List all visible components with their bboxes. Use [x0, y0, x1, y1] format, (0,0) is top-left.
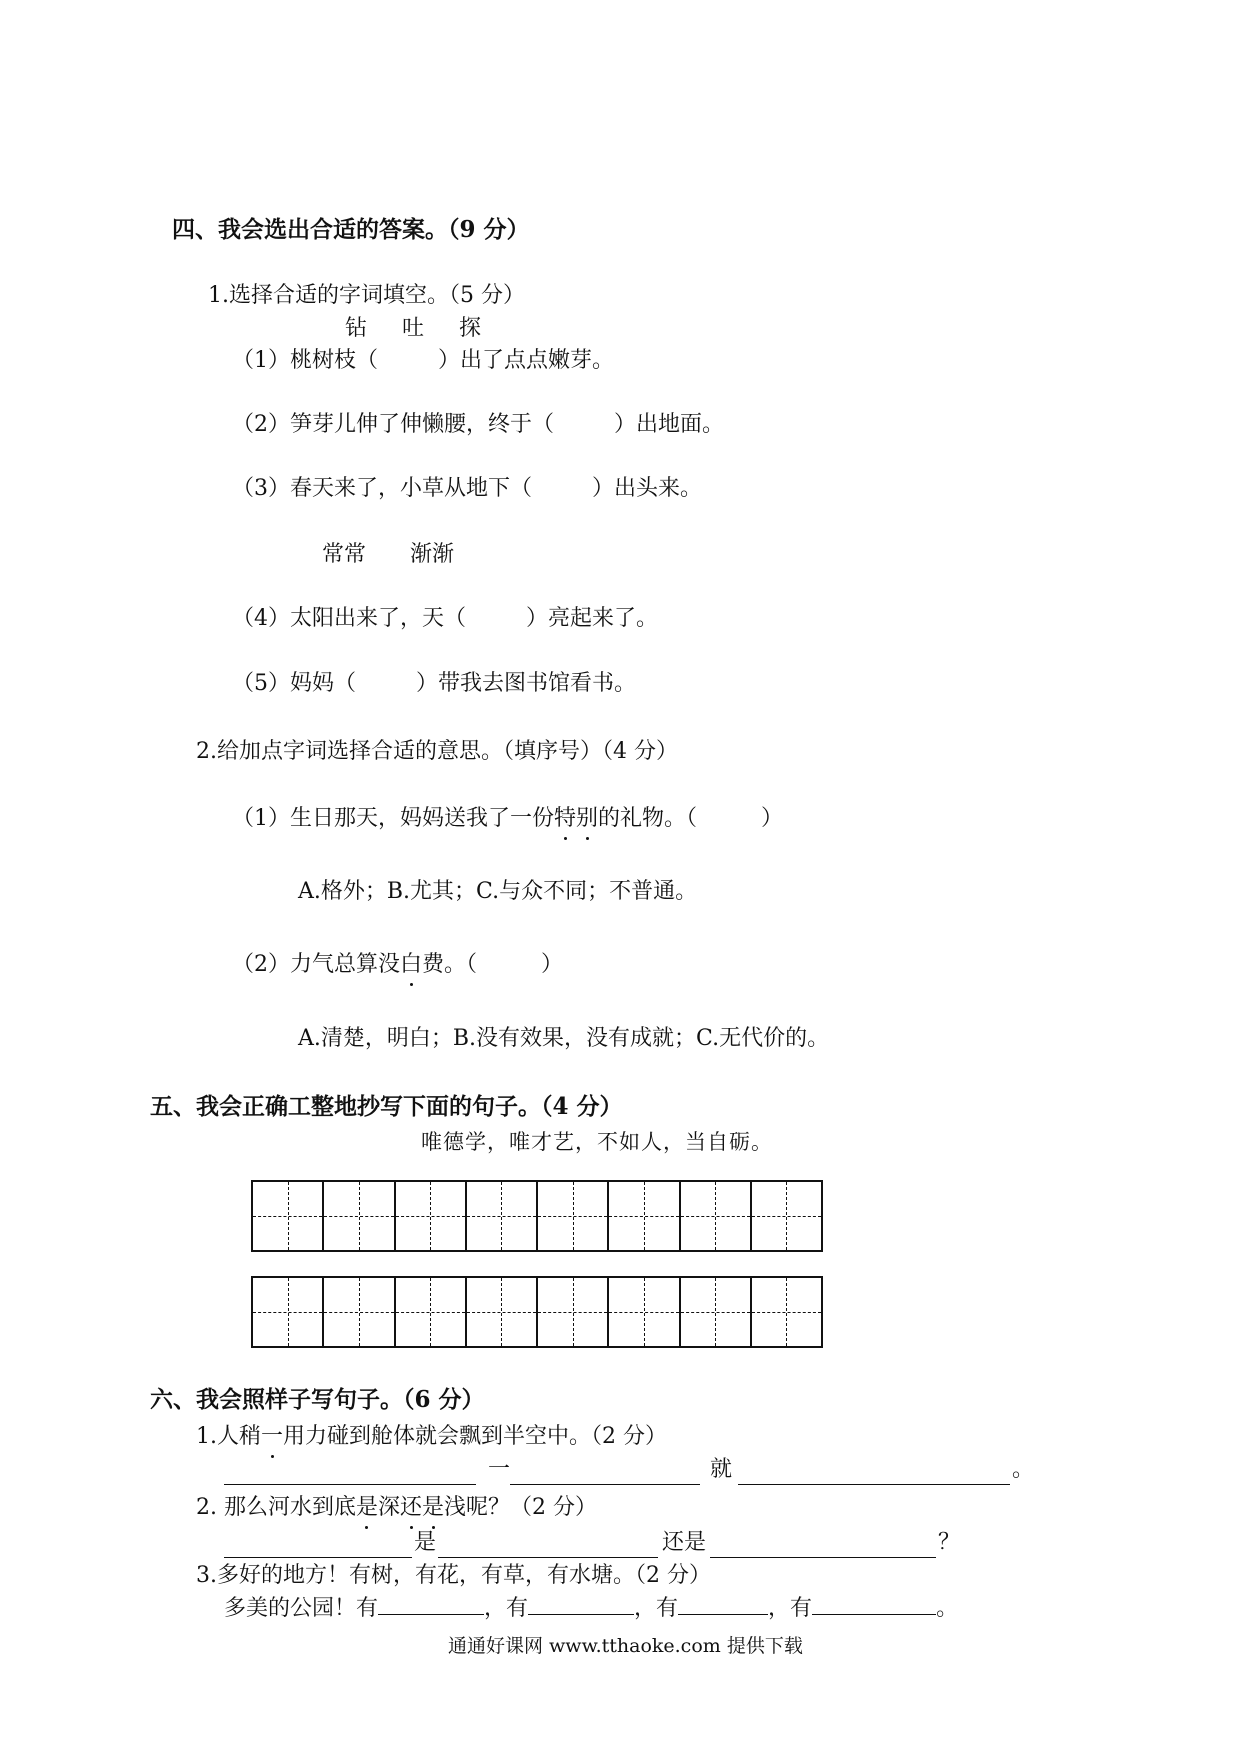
pattern-1-word-2: 就 [710, 1457, 733, 1482]
footer-source: 通通好课网 www.tthaoke.com 提供下载 [448, 1635, 803, 1657]
writing-cell[interactable] [467, 1182, 538, 1250]
dotted-char: 一 [261, 1424, 284, 1449]
writing-cell[interactable] [681, 1278, 752, 1346]
pattern-3-sep: ，有 [634, 1596, 679, 1621]
dotted-char: 是 [422, 1495, 445, 1520]
writing-grid-row-1[interactable] [251, 1180, 823, 1252]
section-5-heading: 五、我会正确工整地抄写下面的句子。（4 分） [150, 1093, 623, 1120]
writing-cell[interactable] [253, 1182, 324, 1250]
item-1-after: ）出了点点嫩芽。 [438, 348, 615, 373]
item-2-before: （2）笋芽儿伸了伸懒腰，终于（ [232, 412, 554, 437]
writing-cell[interactable] [538, 1182, 609, 1250]
pattern-3-title: 3.多好的地方！有树，有花，有草，有水塘。（2 分） [196, 1563, 711, 1588]
answer-line[interactable] [812, 1594, 936, 1615]
answer-line[interactable] [224, 1557, 412, 1558]
answer-line[interactable] [678, 1594, 768, 1615]
pattern-2-after: 浅呢？（2 分） [444, 1495, 598, 1520]
writing-cell[interactable] [467, 1278, 538, 1346]
writing-cell[interactable] [253, 1278, 324, 1346]
dotted-char: 别 [576, 806, 599, 831]
answer-line[interactable] [224, 1484, 476, 1485]
close-paren: ） [541, 952, 564, 977]
dotted-char: 特 [554, 806, 577, 831]
writing-cell[interactable] [324, 1278, 395, 1346]
meaning-item-1-options: A.格外；B.尤其；C.与众不同；不普通。 [298, 879, 698, 904]
model-sentence: 唯德学，唯才艺，不如人，当自砺。 [421, 1130, 773, 1154]
item-5 [232, 670, 636, 698]
answer-line[interactable] [378, 1594, 484, 1615]
answer-line[interactable] [710, 1557, 936, 1558]
item-2-after: ）出地面。 [614, 412, 725, 437]
item-5-before: （5）妈妈（ [232, 671, 356, 696]
answer-line[interactable] [438, 1557, 658, 1558]
section-6-heading: 六、我会照样子写句子。（6 分） [150, 1386, 485, 1413]
writing-cell[interactable] [752, 1278, 821, 1346]
word-options-b: 常常 渐渐 [322, 542, 455, 567]
dotted-char: 还 [400, 1495, 423, 1520]
meaning-item-2-options: A.清楚，明白；B.没有效果，没有成就；C.无代价的。 [298, 1026, 830, 1051]
pattern-1-word-1: 一 [488, 1457, 511, 1482]
writing-grid-row-2[interactable] [251, 1276, 823, 1348]
answer-line[interactable] [510, 1484, 700, 1485]
meaning-item-1 [232, 805, 783, 833]
item-3-after: ）出头来。 [592, 476, 703, 501]
writing-cell[interactable] [609, 1278, 680, 1346]
item-4 [232, 605, 658, 633]
pattern-1-end: 。 [1012, 1457, 1035, 1482]
writing-cell[interactable] [538, 1278, 609, 1346]
section-4-heading: 四、我会选出合适的答案。（9 分） [172, 216, 530, 243]
item-1-before: （1）桃树枝（ [232, 348, 378, 373]
item-4-before: （4）太阳出来了，天（ [232, 606, 466, 631]
pattern-2-end: ？ [938, 1530, 961, 1555]
meaning-item-1-before: （1）生日那天，妈妈送我了一份 [232, 806, 554, 831]
pattern-3-sep: ，有 [484, 1596, 529, 1621]
answer-line[interactable] [528, 1594, 634, 1615]
meaning-item-2-before: （2）力气总算没 [232, 952, 400, 977]
dotted-char: 白 [400, 952, 423, 977]
writing-cell[interactable] [752, 1182, 821, 1250]
item-5-after: ）带我去图书馆看书。 [416, 671, 637, 696]
writing-cell[interactable] [324, 1182, 395, 1250]
pattern-1-after: 用力碰到舱体就会飘到半空中。（2 分） [283, 1424, 668, 1449]
meaning-item-1-after: 的礼物。（ [598, 806, 698, 831]
pattern-3-end: 。 [936, 1596, 959, 1621]
question-2-title: 2.给加点字词选择合适的意思。（填序号）（4 分） [196, 739, 678, 764]
pattern-3-lead: 多美的公园！有 [224, 1596, 379, 1621]
pattern-1-before: 1.人稍 [196, 1424, 261, 1449]
meaning-item-2-after: 费。（ [422, 952, 478, 977]
pattern-2-word-2: 还是 [662, 1530, 707, 1555]
pattern-2-before: 2. 那么河水到底 [196, 1495, 356, 1520]
meaning-item-2 [232, 951, 563, 979]
answer-line[interactable] [738, 1484, 1010, 1485]
pattern-2-title [196, 1494, 597, 1522]
item-2 [232, 411, 724, 439]
dotted-char: 是 [355, 1495, 378, 1520]
close-paren: ） [761, 806, 784, 831]
item-3 [232, 475, 702, 503]
word-options-a: 钻 吐 探 [345, 316, 483, 341]
question-1-title: 1.选择合适的字词填空。（5 分） [208, 283, 525, 308]
writing-cell[interactable] [396, 1278, 467, 1346]
pattern-3-sep: ，有 [768, 1596, 813, 1621]
pattern-1-title [196, 1423, 667, 1451]
pattern-3-answer [224, 1594, 958, 1623]
writing-cell[interactable] [396, 1182, 467, 1250]
writing-cell[interactable] [681, 1182, 752, 1250]
pattern-2-word-1: 是 [414, 1530, 437, 1555]
item-3-before: （3）春天来了，小草从地下（ [232, 476, 532, 501]
pattern-2-mid: 深 [378, 1495, 401, 1520]
item-1 [232, 347, 614, 375]
writing-cell[interactable] [609, 1182, 680, 1250]
item-4-after: ）亮起来了。 [526, 606, 659, 631]
